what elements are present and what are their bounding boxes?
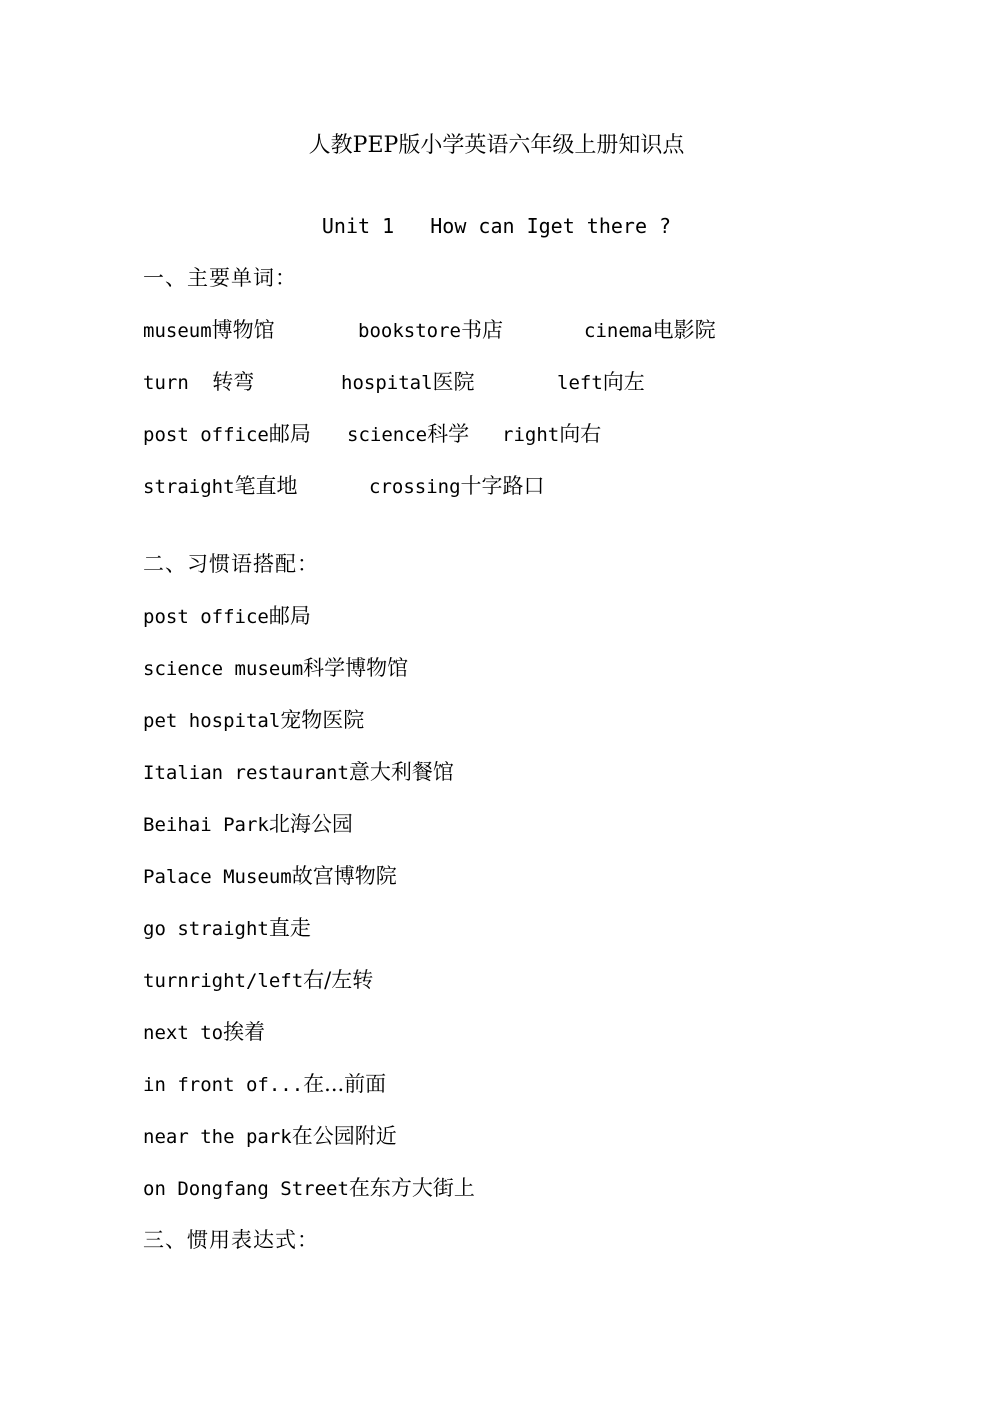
phrase-item <box>143 913 311 943</box>
vocab-english: bookstore <box>358 320 461 342</box>
phrase-chinese: 故宫博物院 <box>291 864 397 888</box>
phrase-chinese: 在公园附近 <box>291 1124 397 1148</box>
phrase-item <box>143 809 353 839</box>
phrase-chinese: 挨着 <box>223 1020 266 1044</box>
vocab-item <box>143 419 311 449</box>
vocab-chinese: 电影院 <box>652 318 716 342</box>
phrase-english: next to <box>143 1022 224 1044</box>
phrase-english: go straight <box>143 918 269 940</box>
vocab-item <box>341 367 475 397</box>
vocab-chinese: 博物馆 <box>211 318 275 342</box>
vocab-chinese: 笔直地 <box>234 474 298 498</box>
vocab-english: museum <box>143 320 212 342</box>
phrase-chinese: 在...前面 <box>303 1072 387 1096</box>
phrase-english: post office <box>143 606 269 628</box>
vocab-english: post office <box>143 424 269 446</box>
phrase-chinese: 邮局 <box>268 604 311 628</box>
phrase-chinese: 在东方大街上 <box>348 1176 475 1200</box>
phrase-english: on Dongfang Street <box>143 1178 349 1200</box>
phrase-item <box>143 1069 386 1099</box>
vocab-item <box>358 315 503 345</box>
vocab-chinese: 向右 <box>559 422 602 446</box>
phrase-english: near the park <box>143 1126 292 1148</box>
vocab-item <box>143 367 254 397</box>
vocab-item <box>369 471 545 501</box>
phrase-item <box>143 601 311 631</box>
phrase-english: in front of... <box>143 1074 304 1096</box>
unit-title: Unit 1 How can Iget there ? <box>321 214 672 238</box>
vocab-item <box>502 419 601 449</box>
vocab-english: crossing <box>369 476 461 498</box>
phrase-chinese: 宠物医院 <box>280 708 365 732</box>
phrase-item <box>143 861 397 891</box>
section-heading-vocabulary: 一、主要单词： <box>143 266 297 290</box>
phrase-item <box>143 1173 475 1203</box>
vocab-english: cinema <box>584 320 653 342</box>
vocab-chinese: 科学 <box>427 422 470 446</box>
phrase-english: Palace Museum <box>143 866 292 888</box>
phrase-english: turnright/left <box>143 970 304 992</box>
phrase-english: Italian restaurant <box>143 762 349 784</box>
phrase-item <box>143 653 408 683</box>
vocab-chinese: 医院 <box>432 370 475 394</box>
vocab-chinese: 转弯 <box>212 370 255 394</box>
document-title: 人教PEP版小学英语六年级上册知识点 <box>308 133 685 158</box>
phrase-english: science museum <box>143 658 304 680</box>
vocab-row <box>0 471 993 501</box>
phrase-item <box>143 705 364 735</box>
phrase-item <box>143 1017 265 1047</box>
phrase-chinese: 意大利餐馆 <box>348 760 454 784</box>
vocab-item <box>557 367 645 397</box>
vocab-english: turn <box>143 372 201 394</box>
vocab-chinese: 向左 <box>602 370 645 394</box>
phrase-item <box>143 1121 397 1151</box>
vocab-item <box>143 471 298 501</box>
vocab-row <box>0 315 993 345</box>
vocab-english: left <box>557 372 603 394</box>
section-heading-phrases: 二、习惯语搭配： <box>143 552 319 576</box>
vocab-chinese: 邮局 <box>268 422 311 446</box>
vocab-english: right <box>502 424 560 446</box>
phrase-item <box>143 965 373 995</box>
vocab-row <box>0 419 993 449</box>
vocab-item <box>143 315 275 345</box>
vocab-item <box>584 315 716 345</box>
phrase-chinese: 直走 <box>268 916 311 940</box>
vocab-english: straight <box>143 476 235 498</box>
vocab-english: science <box>347 424 428 446</box>
vocab-english: hospital <box>341 372 433 394</box>
phrase-item <box>143 757 454 787</box>
phrase-chinese: 北海公园 <box>268 812 353 836</box>
phrase-english: pet hospital <box>143 710 281 732</box>
section-heading-expressions: 三、惯用表达式： <box>143 1228 319 1252</box>
phrase-chinese: 右/左转 <box>303 968 374 992</box>
phrase-english: Beihai Park <box>143 814 269 836</box>
vocab-chinese: 十字路口 <box>460 474 545 498</box>
vocab-chinese: 书店 <box>460 318 503 342</box>
vocab-item <box>347 419 469 449</box>
phrase-chinese: 科学博物馆 <box>303 656 409 680</box>
vocab-row <box>0 367 993 397</box>
